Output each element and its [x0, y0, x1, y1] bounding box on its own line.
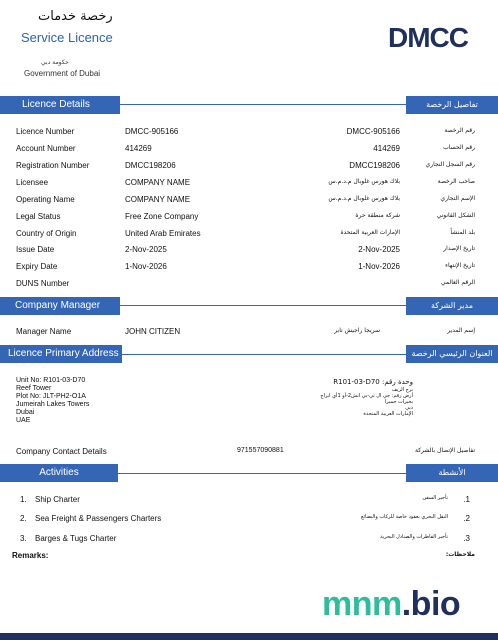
field-value: 1-Nov-2026 [125, 262, 167, 271]
field-value-right: شركة منطقة حرة [355, 212, 400, 219]
field-value-right: 414269 [373, 144, 400, 153]
address-line-ar: الإمارات العربية المتحدة [363, 411, 413, 417]
field-label: Registration Number [16, 161, 90, 170]
field-label: Licence Number [16, 127, 75, 136]
title-english: Service Licence [21, 30, 113, 45]
field-value: 2-Nov-2025 [125, 245, 167, 254]
field-label: DUNS Number [16, 279, 70, 288]
watermark-text: mnm [322, 585, 402, 623]
activity-name-ar: تأجير السفن [422, 495, 448, 501]
section-activities-ar: الأنشطة [406, 464, 498, 482]
section-primary-address [0, 345, 122, 363]
manager-label: Manager Name [16, 327, 72, 336]
activity-number: 3. [20, 534, 27, 543]
remarks-label-ar: ملاحظات: [445, 551, 475, 558]
field-label-ar: الإسم التجاري [440, 195, 475, 202]
contact-label-ar: تفاصيل الإتصال بالشركة [414, 447, 475, 454]
contact-label: Company Contact Details [16, 447, 107, 456]
section-activities [0, 464, 118, 482]
watermark-logo [322, 585, 460, 624]
section-title: Licence Details [22, 99, 90, 110]
field-label-ar: رقم الرخصة [444, 127, 475, 134]
field-value-right: 1-Nov-2026 [358, 262, 400, 271]
address-line-ar: وحدة رقم: R101-03-D70 [333, 378, 413, 386]
contact-value: 971557090881 [237, 447, 284, 454]
manager-label-ar: إسم المدير [447, 327, 475, 334]
field-label: Operating Name [16, 195, 75, 204]
section-primary-address-ar: العنوان الرئيسي الرخصة [406, 345, 498, 363]
manager-value-ar: سريجا راجيش نابر [334, 327, 380, 334]
activity-name-ar: النقل البحري بعقود خاصة للركاب والبضائع [361, 514, 448, 520]
field-label: Issue Date [16, 245, 55, 254]
dmcc-logo: DMCC [388, 22, 468, 53]
activity-name: Ship Charter [35, 495, 80, 504]
field-value-right: DMCC198206 [349, 161, 400, 170]
footer-bar [0, 633, 498, 640]
field-label: Country of Origin [16, 229, 77, 238]
watermark-suffix: .bio [401, 585, 461, 623]
address-line: Dubai [16, 409, 35, 416]
address-line-ar: دبي [405, 405, 413, 411]
field-value: COMPANY NAME [125, 195, 191, 204]
address-arabic [320, 378, 413, 417]
government-english: Government of Dubai [24, 69, 101, 78]
address-line-ar: برج الريف [391, 387, 413, 393]
field-label-ar: صاحب الرخصة [437, 178, 475, 185]
field-value: 414269 [125, 144, 152, 153]
field-label-ar: الشكل القانوني [436, 212, 475, 219]
activity-number-ar: .1 [463, 495, 470, 504]
field-value-right: 2-Nov-2025 [358, 245, 400, 254]
address-line: Jumeirah Lakes Towers [16, 401, 90, 408]
field-label: Licensee [16, 178, 49, 187]
address-line: UAE [16, 417, 31, 424]
activity-number: 1. [20, 495, 27, 504]
field-label-ar: رقم الحساب [443, 144, 475, 151]
manager-value: JOHN CITIZEN [125, 327, 181, 336]
field-label: Expiry Date [16, 262, 58, 271]
activity-name-ar: تأجير القاطرات والصنادل البحرية [380, 534, 448, 540]
address-line: Reef Tower [16, 385, 52, 392]
field-value-right: بلاك هورس غلوبال م.د.م.س [328, 178, 400, 185]
field-label-ar: رقم السجل التجاري [425, 161, 475, 168]
section-company-manager [0, 297, 120, 315]
remarks-label: Remarks: [12, 551, 49, 560]
address-line-ar: أرض رقم: جي ال تي-بي اتش2-أو 1أي ابراج [320, 393, 413, 399]
activity-name: Sea Freight & Passengers Charters [35, 514, 162, 523]
activity-number: 2. [20, 514, 27, 523]
section-title: Company Manager [15, 300, 101, 311]
field-value-right: بلاك هورس غلوبال م.د.م.س [328, 195, 400, 202]
title-arabic: رخصة خدمات [38, 9, 113, 24]
field-label-ar: تاريخ الإنتهاء [445, 262, 475, 269]
address-line: Plot No: JLT-PH2-O1A [16, 393, 86, 400]
field-label: Legal Status [16, 212, 61, 221]
field-value: Free Zone Company [125, 212, 199, 221]
section-licence-details-ar: تفاصيل الرخصة [406, 96, 498, 114]
government-arabic: حكومة دبي [41, 59, 69, 66]
field-label-ar: بلد المنشأ [450, 229, 475, 236]
section-title: Activities [39, 467, 79, 478]
address-line: Unit No: R101-03-D70 [16, 377, 86, 384]
field-value: United Arab Emirates [125, 229, 201, 238]
activity-name: Barges & Tugs Charter [35, 534, 117, 543]
address-line-ar: بحيرات جميرا [384, 399, 413, 405]
field-label-ar: تاريخ الإصدار [443, 245, 475, 252]
field-value: COMPANY NAME [125, 178, 191, 187]
activity-number-ar: .3 [463, 534, 470, 543]
field-label-ar: الرقم العالمي [440, 279, 475, 286]
field-value: DMCC-905166 [125, 127, 179, 136]
field-value-right: الإمارات العربية المتحدة [340, 229, 400, 236]
activity-number-ar: .2 [463, 514, 470, 523]
section-licence-details [0, 96, 120, 114]
section-title: Licence Primary Address [8, 348, 119, 359]
field-label: Account Number [16, 144, 76, 153]
field-value: DMCC198206 [125, 161, 176, 170]
address-english [16, 377, 89, 425]
section-company-manager-ar: مدير الشركة [406, 297, 498, 315]
field-value-right: DMCC-905166 [346, 127, 400, 136]
